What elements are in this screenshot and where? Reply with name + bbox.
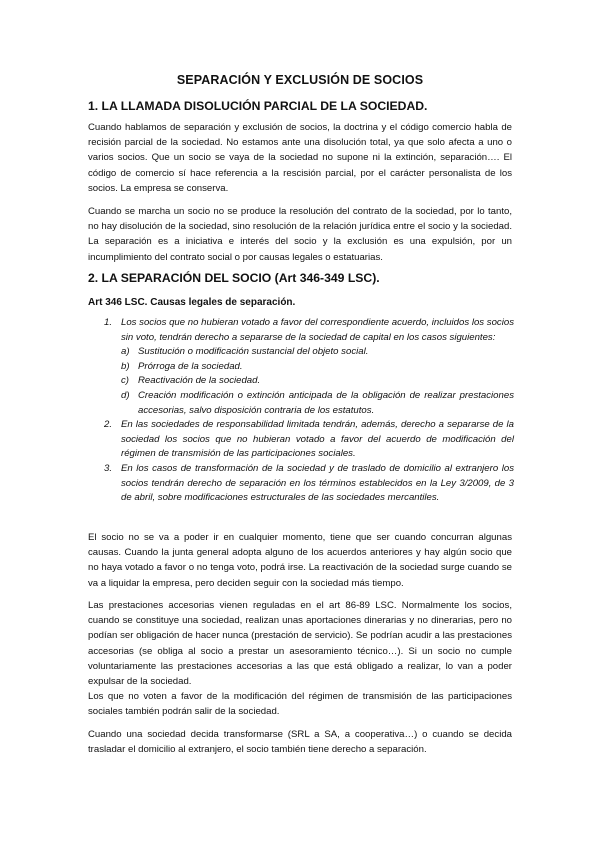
sublist-item	[121, 345, 514, 360]
sublist-item	[121, 374, 514, 389]
section-2-paragraph-2: Las prestaciones accesorias vienen reguladas en el art 86-89 LSC. Normalmente los socios, cuando se constituye una sociedad, realizan unas aportaciones dinerarias y no dinerarias, pero no podían ser obligación de hacer nunca (prestación de servicio). Se podrían acudir a las prestaciones accesorias (se obliga al socio a prestar un asesoramiento técnico…). Si un socio no cumple voluntariamente las prestaciones accesorias a las que está obligado a realizar, lo van a poder expulsar de la sociedad.	[88, 600, 512, 688]
section-2-paragraph-3: Los que no voten a favor de la modificación del régimen de transmisión de las participaciones sociales también podrán salir de la sociedad.	[88, 691, 512, 718]
sublist-letter: a)	[121, 346, 130, 358]
section-2-paragraph-4: Cuando una sociedad decida transformarse (SRL a SA, a cooperativa…) o cuando se decida trasladar el domicilio al extranjero, el socio también tiene derecho a separación.	[88, 729, 512, 756]
list-item-number: 2.	[104, 419, 113, 431]
document-title: SEPARACIÓN Y EXCLUSIÓN DE SOCIOS	[176, 73, 424, 87]
legal-causes-list	[104, 316, 514, 506]
list-item-text: Los socios que no hubieran votado a favor del correspondiente acuerdo, incluidos los socios sin voto, tendrán derecho a separarse de la sociedad de capital en los casos siguientes:	[121, 317, 514, 343]
list-item-number: 1.	[104, 317, 113, 328]
section-1-heading: 1. LA LLAMADA DISOLUCIÓN PARCIAL DE LA SOCIEDAD.	[88, 99, 428, 113]
sublist-text: Reactivación de la sociedad.	[138, 375, 261, 387]
sublist-letter: d)	[121, 389, 130, 401]
sublist-letter: b)	[121, 360, 130, 372]
sublist-text: Sustitución o modificación sustancial del objeto social.	[138, 346, 369, 358]
sublist	[121, 345, 514, 418]
list-item-text: En las sociedades de responsabilidad limitada tendrán, además, derecho a separarse de la sociedad los socios que no hubieran votado a favor del acuerdo de modificación del régimen de transmisión de las participaciones sociales.	[121, 419, 514, 460]
sublist-text: Creación modificación o extinción anticipada de la obligación de realizar prestaciones accesorias, salvo disposición contraria de los estatutos.	[138, 389, 514, 416]
section-1-paragraph-1: Cuando hablamos de separación y exclusión de socios, la doctrina y el código comercio habla de recisión parcial de la sociedad. No estamos ante una disolución total, ya que solo afecta a uno o varios socios. Que un socio se vaya de la sociedad no supone ni la extinción, separación…. El código de comercio sí hace referencia a la rescisión parcial, por el carácter personalista de los socios. La empresa se conserva.	[88, 122, 512, 194]
sublist-letter: c)	[121, 375, 129, 387]
sublist-text: Prórroga de la sociedad.	[138, 360, 243, 372]
sublist-item	[121, 360, 514, 375]
list-item	[104, 418, 514, 462]
list-item-text: En los casos de transformación de la sociedad y de traslado de domicilio al extranjero los socios tendrán derecho de separación en los términos establecidos en la Ley 3/2009, de 3 de abril, sobre modificaciones estructurales de las sociedades mercantiles.	[121, 462, 514, 504]
list-item	[104, 316, 514, 418]
sublist-item	[121, 389, 514, 418]
section-2-paragraph-1: El socio no se va a poder ir en cualquier momento, tiene que ser cuando concurran algunas causas. Cuando la junta general adopta alguno de los acuerdos anteriores y hay algún socio que no haya votado a favor o no tenga voto, podrá irse. La reactivación de la sociedad surge cuando se va a liquidar la empresa, pero deciden seguir con la sociedad más tiempo.	[88, 532, 512, 589]
list-item	[104, 462, 514, 506]
section-1-paragraph-2: Cuando se marcha un socio no se produce la resolución del contrato de la sociedad, por lo tanto, no hay disolución de la sociedad, sino resolución de la relación jurídica entre el socio y la sociedad. La separación es a iniciativa e interés del socio y la exclusión es una expulsión, por un incumplimiento del contrato social o por causas legales o estatuarias.	[88, 206, 512, 263]
section-2-heading: 2. LA SEPARACIÓN DEL SOCIO (Art 346-349 LSC).	[88, 271, 380, 285]
list-item-number: 3.	[104, 462, 113, 474]
article-title: Art 346 LSC. Causas legales de separación.	[88, 297, 296, 308]
